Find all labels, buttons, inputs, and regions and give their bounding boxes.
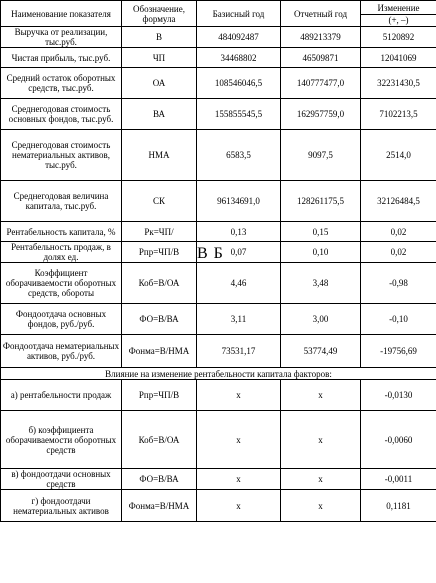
cell-change: 32231430,5 (361, 68, 436, 99)
cell-report-year: 140777477,0 (281, 68, 361, 99)
table-row (1, 130, 436, 181)
cell-indicator: Выручка от реализации, тыс.руб. (1, 27, 122, 48)
cell-base-year: 155855545,5 (197, 99, 281, 130)
factor-row (1, 469, 436, 490)
cell-change: -0,10 (361, 304, 436, 335)
cell-indicator: Фондоотдача нематериальных активов, руб./руб. (1, 335, 122, 368)
cell-change: -0,0060 (361, 411, 436, 469)
table-row (1, 304, 436, 335)
cell-formula: Рк=ЧП/ (122, 222, 197, 242)
cell-change: 0,1181 (361, 490, 436, 522)
cell-indicator: а) рентабельности продаж (1, 380, 122, 411)
cell-indicator: Чистая прибыль, тыс.руб. (1, 48, 122, 68)
cell-formula: ЧП (122, 48, 197, 68)
cell-indicator: Среднегодовая стоимость основных фондов, тыс.руб. (1, 99, 122, 130)
cell-base-year: х (197, 380, 281, 411)
header-change (361, 1, 436, 27)
table-row (1, 335, 436, 368)
header-base-year: Базисный год (197, 1, 281, 27)
cell-change: -0,0130 (361, 380, 436, 411)
header-change-sign: (+, –) (361, 14, 436, 25)
header-formula: Обозначение, формула (122, 1, 197, 27)
section-title: Влияние на изменение рентабельности капитала факторов: (1, 368, 436, 380)
cell-report-year: 0,15 (281, 222, 361, 242)
cell-indicator: Коэффициент оборачиваемости оборотных средств, обороты (1, 263, 122, 304)
table-row (1, 222, 436, 242)
cell-base-year: 0,13 (197, 222, 281, 242)
cell-report-year: х (281, 411, 361, 469)
cell-report-year: 0,10 (281, 242, 361, 263)
cell-indicator: г) фондоотдачи нематериальных активов (1, 490, 122, 522)
table-row (1, 68, 436, 99)
cell-report-year: х (281, 380, 361, 411)
cell-formula: Коб=В/ОА (122, 411, 197, 469)
cell-formula: НМА (122, 130, 197, 181)
cell-change: 0,02 (361, 222, 436, 242)
cell-change: 2514,0 (361, 130, 436, 181)
cell-indicator: Средний остаток оборотных средств, тыс.руб. (1, 68, 122, 99)
table-row (1, 181, 436, 222)
cell-base-year: 73531,17 (197, 335, 281, 368)
cell-change: -19756,69 (361, 335, 436, 368)
cell-formula: ФО=В/ВА (122, 304, 197, 335)
cell-formula: ФО=В/ВА (122, 469, 197, 490)
stray-mark: В Б (197, 245, 224, 262)
cell-report-year: 162957759,0 (281, 99, 361, 130)
cell-base-year: 108546046,5 (197, 68, 281, 99)
cell-change: 5120892 (361, 27, 436, 48)
cell-indicator: Рентабельность капитала, % (1, 222, 122, 242)
cell-indicator: б) коэффициента оборачиваемости оборотных средств (1, 411, 122, 469)
cell-formula: СК (122, 181, 197, 222)
header-change-title: Изменение (377, 2, 420, 13)
header-indicator: Наименование показателя (1, 1, 122, 27)
cell-base-year: 6583,5 (197, 130, 281, 181)
cell-report-year: 3,48 (281, 263, 361, 304)
header-report-year: Отчетный год (281, 1, 361, 27)
cell-formula: Коб=В/ОА (122, 263, 197, 304)
cell-change: 0,02 (361, 242, 436, 263)
cell-report-year: х (281, 490, 361, 522)
factor-row (1, 490, 436, 522)
cell-formula: Фонма=В/НМА (122, 335, 197, 368)
cell-change: 32126484,5 (361, 181, 436, 222)
cell-indicator: в) фондоотдачи основных средств (1, 469, 122, 490)
cell-change: 7102213,5 (361, 99, 436, 130)
cell-report-year: 46509871 (281, 48, 361, 68)
cell-report-year: х (281, 469, 361, 490)
cell-base-year: 96134691,0 (197, 181, 281, 222)
cell-formula: ОА (122, 68, 197, 99)
cell-indicator: Фондоотдача основных фондов, руб./руб. (1, 304, 122, 335)
cell-base-year: 0,07 (197, 242, 281, 263)
table-row (1, 27, 436, 48)
cell-base-year: х (197, 469, 281, 490)
cell-indicator: Среднегодовая величина капитала, тыс.руб. (1, 181, 122, 222)
cell-base-year: 3,11 (197, 304, 281, 335)
cell-indicator: Среднегодовая стоимость нематериальных активов, тыс.руб. (1, 130, 122, 181)
cell-base-year: 34468802 (197, 48, 281, 68)
cell-report-year: 128261175,5 (281, 181, 361, 222)
cell-formula: ВА (122, 99, 197, 130)
cell-report-year: 53774,49 (281, 335, 361, 368)
cell-change: -0,0011 (361, 469, 436, 490)
cell-change: -0,98 (361, 263, 436, 304)
cell-formula: Рпр=ЧП/В (122, 242, 197, 263)
table-row (1, 48, 436, 68)
cell-formula: Фонма=В/НМА (122, 490, 197, 522)
table-row (1, 99, 436, 130)
factor-row (1, 380, 436, 411)
factor-row (1, 411, 436, 469)
cell-base-year: 4,46 (197, 263, 281, 304)
section-row (1, 368, 436, 380)
cell-report-year: 9097,5 (281, 130, 361, 181)
cell-change: 12041069 (361, 48, 436, 68)
cell-base-year: 484092487 (197, 27, 281, 48)
cell-formula: В (122, 27, 197, 48)
cell-formula: Рпр=ЧП/В (122, 380, 197, 411)
table-row (1, 263, 436, 304)
cell-report-year: 3,00 (281, 304, 361, 335)
cell-indicator: Рентабельность продаж, в долях ед. (1, 242, 122, 263)
header-row (1, 1, 436, 27)
cell-base-year: х (197, 411, 281, 469)
cell-base-year: х (197, 490, 281, 522)
cell-report-year: 489213379 (281, 27, 361, 48)
